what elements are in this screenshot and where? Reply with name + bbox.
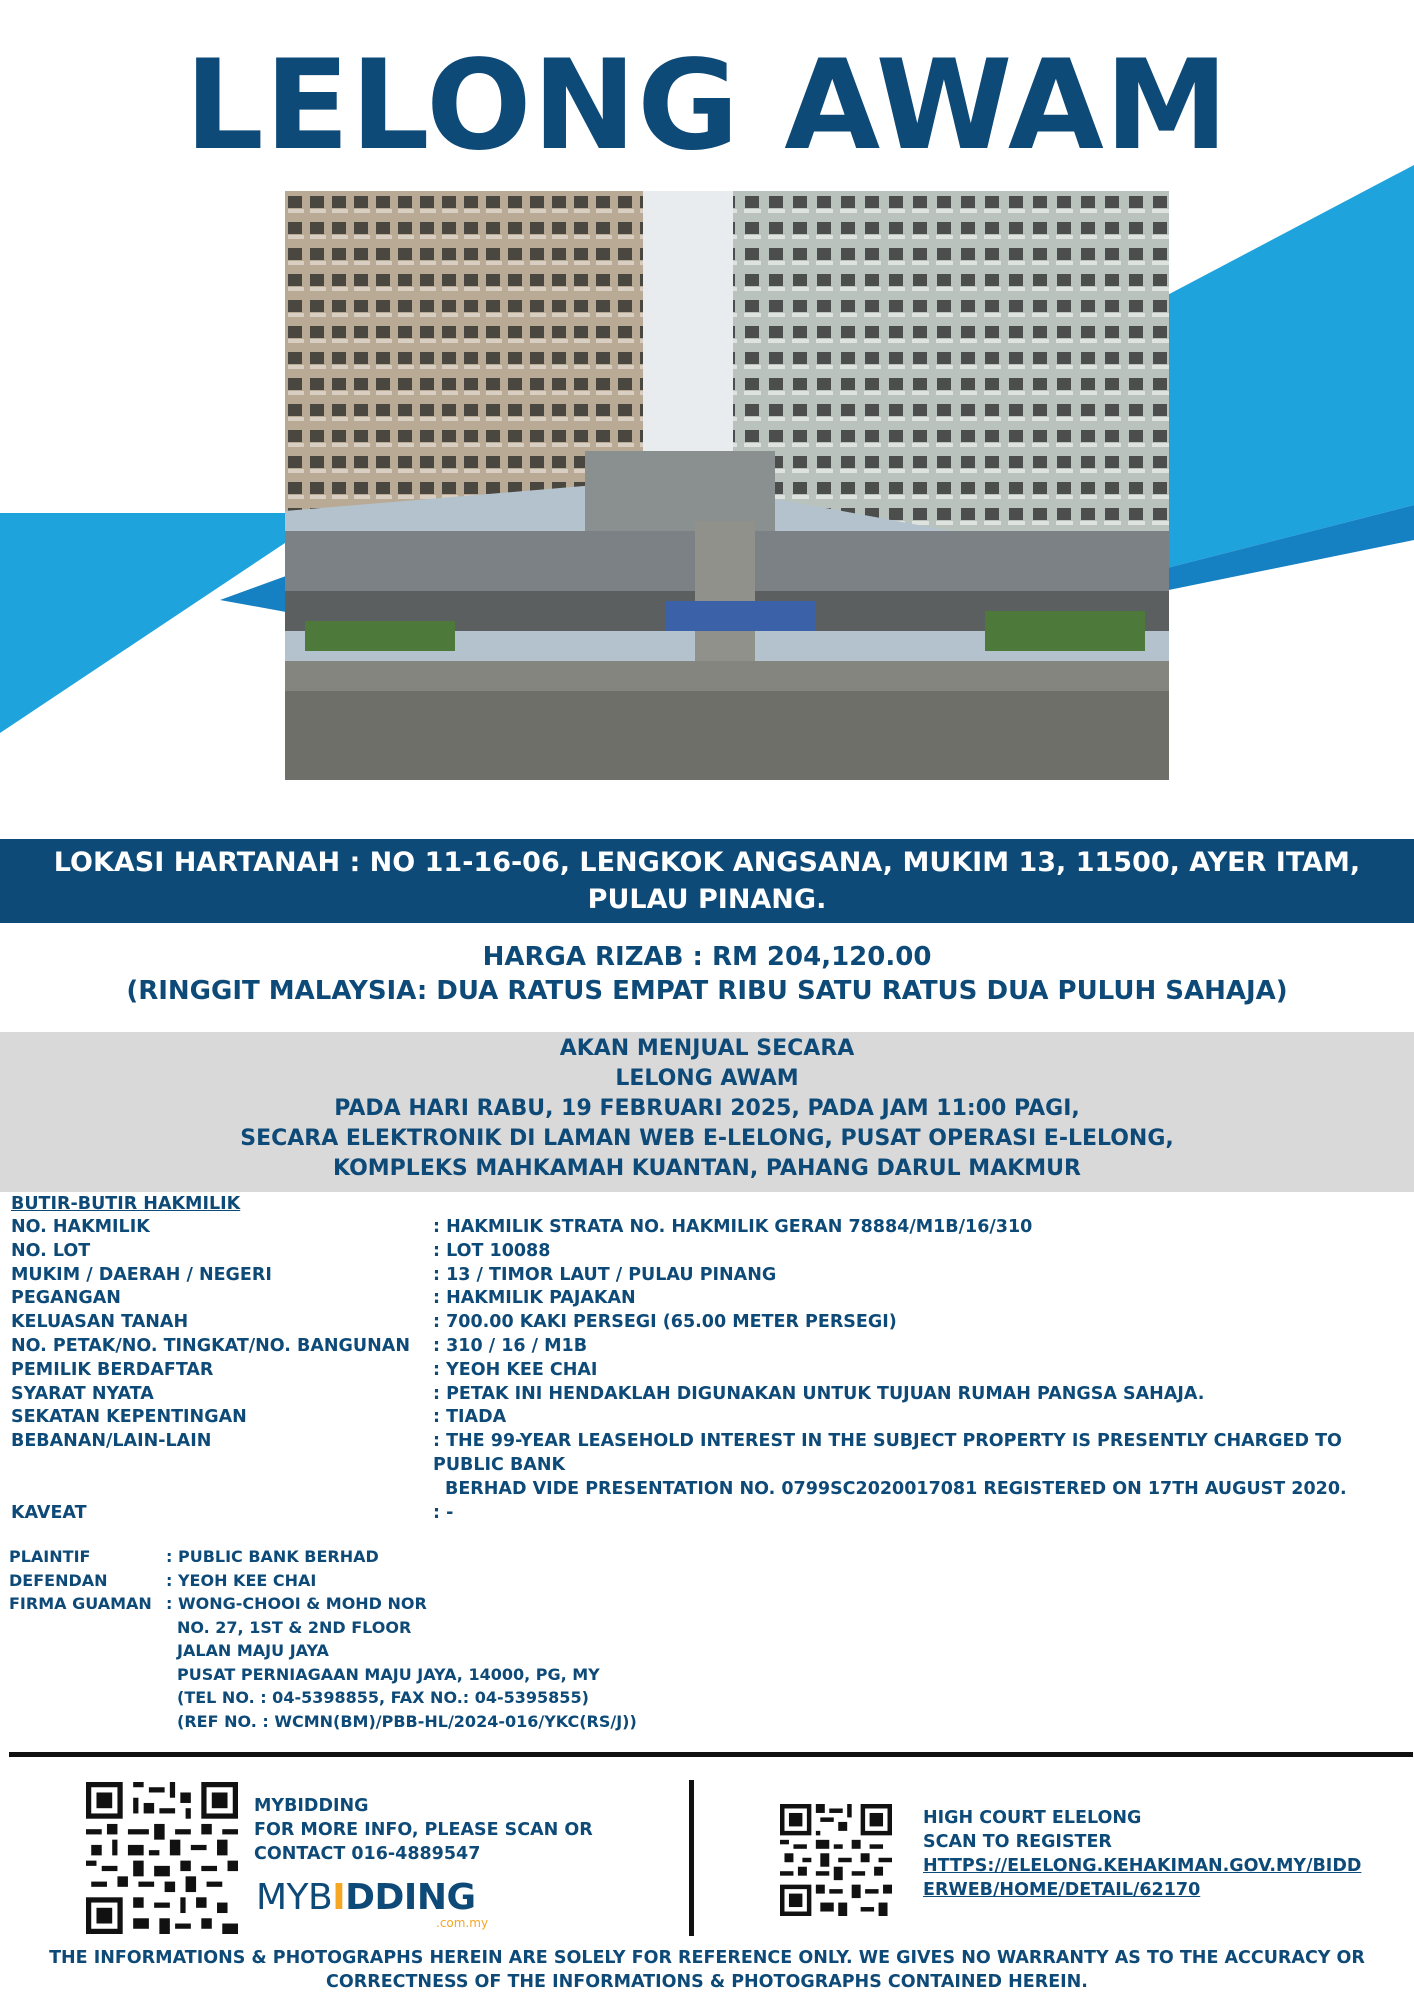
elelong-qr-code[interactable] xyxy=(780,1804,892,1916)
disclaimer-line-2: CORRECTNESS OF THE INFORMATIONS & PHOTOGRAPHS CONTAINED HEREIN. xyxy=(326,1972,1088,1992)
row-value: : 310 / 16 / M1B xyxy=(433,1335,588,1356)
mybidding-line-3: CONTACT 016-4889547 xyxy=(254,1844,481,1864)
plaintif-value: : PUBLIC BANK BERHAD xyxy=(166,1547,379,1566)
logo-part-2: I xyxy=(332,1877,346,1918)
row-value: : LOT 10088 xyxy=(433,1240,551,1261)
court-line-1: HIGH COURT ELELONG xyxy=(923,1808,1142,1828)
title-details xyxy=(11,1193,1411,1525)
disclaimer xyxy=(0,1946,1414,1994)
details-row xyxy=(11,1383,1411,1407)
footer-column-separator xyxy=(689,1780,694,1936)
row-label: NO. LOT xyxy=(11,1240,91,1261)
sale-line-4: SECARA ELEKTRONIK DI LAMAN WEB E-LELONG, PUSAT OPERASI E-LELONG, xyxy=(240,1126,1174,1151)
row-value: : PETAK INI HENDAKLAH DIGUNAKAN UNTUK TUJUAN RUMAH PANGSA SAHAJA. xyxy=(433,1383,1205,1404)
mybidding-info xyxy=(254,1794,593,1866)
row-label: PEGANGAN xyxy=(11,1288,121,1309)
price-line-2: (RINGGIT MALAYSIA: DUA RATUS EMPAT RIBU SATU RATUS DUA PULUH SAHAJA) xyxy=(126,976,1288,1006)
details-row xyxy=(11,1335,1411,1359)
firma-label: FIRMA GUAMAN xyxy=(9,1594,152,1613)
price-line-1: HARGA RIZAB : RM 204,120.00 xyxy=(482,942,932,972)
plaintif-label: PLAINTIF xyxy=(9,1547,91,1566)
row-label: SEKATAN KEPENTINGAN xyxy=(11,1407,247,1428)
mybidding-logo xyxy=(256,1877,489,1930)
details-row xyxy=(11,1406,1411,1430)
details-heading: BUTIR-BUTIR HAKMILIK xyxy=(11,1194,241,1214)
location-banner xyxy=(0,839,1414,923)
sale-line-1: AKAN MENJUAL SECARA xyxy=(559,1036,855,1061)
mybidding-qr-code[interactable] xyxy=(86,1782,238,1934)
logo-part-3: DDING xyxy=(345,1877,476,1918)
plaintif-row xyxy=(9,1545,709,1569)
defendan-value: : YEOH KEE CHAI xyxy=(166,1570,317,1590)
footer-divider xyxy=(9,1752,1413,1757)
logo-part-1: MYB xyxy=(256,1877,333,1918)
parties-section xyxy=(9,1545,709,1733)
details-row xyxy=(11,1359,1411,1383)
sale-line-3: PADA HARI RABU, 19 FEBRUARI 2025, PADA JAM 11:00 PAGI, xyxy=(334,1096,1080,1121)
row-value: : HAKMILIK PAJAKAN xyxy=(433,1288,636,1309)
details-row xyxy=(11,1430,1411,1501)
row-value: : 13 / TIMOR LAUT / PULAU PINANG xyxy=(433,1264,777,1285)
row-label: MUKIM / DAERAH / NEGERI xyxy=(11,1264,272,1285)
mybidding-line-2: FOR MORE INFO, PLEASE SCAN OR xyxy=(254,1820,593,1840)
court-url-line-2[interactable]: ERWEB/HOME/DETAIL/62170 xyxy=(923,1880,1201,1900)
defendan-label: DEFENDAN xyxy=(9,1570,108,1590)
row-value: : TIADA xyxy=(433,1407,507,1428)
property-photo xyxy=(285,191,1169,780)
details-row xyxy=(11,1311,1411,1335)
sale-line-5: KOMPLEKS MAHKAMAH KUANTAN, PAHANG DARUL MAKMUR xyxy=(333,1156,1081,1181)
location-line-1: LOKASI HARTANAH : NO 11-16-06, LENGKOK ANGSANA, MUKIM 13, 11500, AYER ITAM, xyxy=(53,847,1361,878)
reserve-price xyxy=(0,940,1414,1008)
row-label: KELUASAN TANAH xyxy=(11,1312,189,1333)
sale-info-banner xyxy=(0,1032,1414,1192)
row-label: SYARAT NYATA xyxy=(11,1383,154,1404)
row-value-line-1: : THE 99-YEAR LEASEHOLD INTEREST IN THE SUBJECT PROPERTY IS PRESENTLY CHARGED TO PUBLIC BANK xyxy=(433,1431,1342,1475)
row-value: : HAKMILIK STRATA NO. HAKMILIK GERAN 78884/M1B/16/310 xyxy=(433,1217,1033,1237)
row-value xyxy=(433,1430,1411,1501)
details-row xyxy=(11,1240,1411,1264)
court-line-2: SCAN TO REGISTER xyxy=(923,1832,1112,1852)
row-label: KAVEAT xyxy=(11,1502,87,1523)
defendan-row xyxy=(9,1569,709,1593)
firm-address-line: JALAN MAJU JAYA xyxy=(177,1641,329,1660)
mybidding-line-1: MYBIDDING xyxy=(254,1796,369,1816)
row-label: NO. HAKMILIK xyxy=(11,1217,150,1237)
details-row xyxy=(11,1216,1411,1240)
court-url-line-1[interactable]: HTTPS://ELELONG.KEHAKIMAN.GOV.MY/BIDD xyxy=(923,1856,1362,1876)
firm-address-line: (REF NO. : WCMN(BM)/PBB-HL/2024-016/YKC(RS/J)) xyxy=(177,1711,637,1731)
sale-line-2: LELONG AWAM xyxy=(615,1066,799,1091)
row-value: : - xyxy=(433,1502,454,1523)
firma-value: : WONG-CHOOI & MOHD NOR xyxy=(166,1594,427,1613)
details-row xyxy=(11,1502,1411,1526)
firm-address-line: NO. 27, 1ST & 2ND FLOOR xyxy=(177,1617,412,1637)
firm-address-line: (TEL NO. : 04-5398855, FAX NO.: 04-5395855) xyxy=(177,1688,589,1707)
row-value: : YEOH KEE CHAI xyxy=(433,1359,598,1380)
row-value: : 700.00 KAKI PERSEGI (65.00 METER PERSEGI) xyxy=(433,1312,897,1333)
row-label: BEBANAN/LAIN-LAIN xyxy=(11,1431,212,1452)
disclaimer-line-1: THE INFORMATIONS & PHOTOGRAPHS HEREIN ARE SOLELY FOR REFERENCE ONLY. WE GIVES NO WARRANTY AS TO THE ACCURACY OR xyxy=(49,1948,1365,1968)
row-label: PEMILIK BERDAFTAR xyxy=(11,1359,214,1380)
logo-domain: .com.my xyxy=(436,1916,489,1930)
row-label: NO. PETAK/NO. TINGKAT/NO. BANGUNAN xyxy=(11,1335,410,1356)
details-row xyxy=(11,1264,1411,1288)
firm-address-line: PUSAT PERNIAGAAN MAJU JAYA, 14000, PG, MY xyxy=(177,1664,600,1684)
details-row xyxy=(11,1287,1411,1311)
row-value-line-2: BERHAD VIDE PRESENTATION NO. 0799SC2020017081 REGISTERED ON 17TH AUGUST 2020. xyxy=(445,1478,1347,1499)
court-info xyxy=(923,1806,1361,1902)
firma-row xyxy=(9,1592,709,1616)
page-title: LELONG AWAM xyxy=(184,34,1230,178)
location-line-2: PULAU PINANG. xyxy=(587,884,827,915)
